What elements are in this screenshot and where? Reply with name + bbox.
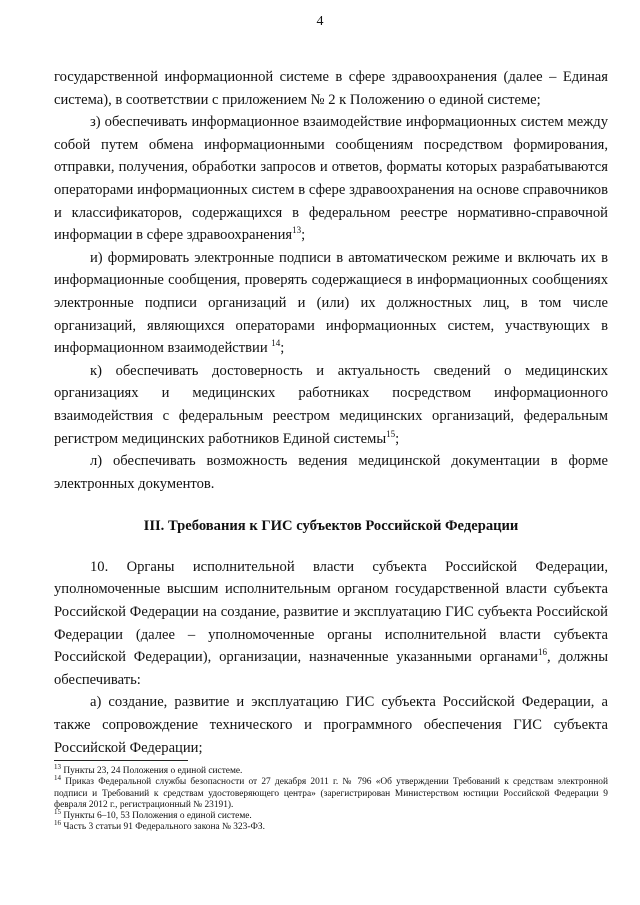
paragraph-continuation: государственной информационной системе в сфере здравоохранения (далее – Единая система), в соответствии с приложением № 2 к Положению о единой системе;	[54, 69, 608, 108]
footnote-ref-16[interactable]: 16	[537, 647, 547, 658]
body-text	[54, 66, 608, 759]
footnote-15: $^{15}$ Пункты 6–10, 53 Положения о единой системе.	[54, 808, 252, 822]
footnotes	[54, 762, 608, 834]
footnote-13: $^{13}$ Пункты 23, 24 Положения о единой системе.	[54, 762, 243, 776]
footnote-14: $^{14}$ Приказ Федеральной службы безопасности от 27 декабря 2011 г. № 796 «Об утверждении Требований к средствам электронной подписи и Требований к средствам удостоверяющего центра» (зарегистрирован Министерством юстиции Российской Федерации 9 февраля 2012 г., регистрационный № 23191).	[54, 774, 608, 810]
paragraph-l: л) обеспечивать возможность ведения медицинской документации в форме электронных документов.	[54, 453, 608, 492]
footnote-16: $^{16}$ Часть 3 статьи 91 Федерального закона № 323-ФЗ.	[54, 819, 265, 833]
footnote-ref-13[interactable]: 13	[292, 225, 302, 236]
paragraph-10: 10. Органы исполнительной власти субъекта Российской Федерации, уполномоченные высшим исполнительным органом государственной власти субъекта Российской Федерации на создание, развитие и эксплуатацию ГИС субъекта Российской Федерации (далее – уполномоченные органы исполнительной власти субъекта Российской Федерации), организации, назначенные указанными органами$^{16}$, должны обеспечивать:	[54, 558, 609, 688]
paragraph-i: и) формировать электронные подписи в автоматическом режиме и включать их в информационные сообщения, проверять содержащиеся в информационных сообщениях электронные подписи организаций и (или) их должностных лиц, в том числе организаций, являющихся операторами информационных систем, участвующих в информационном взаимодействии $^{14}$;	[54, 249, 608, 357]
footnote-divider	[54, 760, 188, 761]
footnote-ref-14[interactable]: 14	[271, 338, 281, 349]
paragraph-a: а) создание, развитие и эксплуатацию ГИС субъекта Российской Федерации, а также сопровождение технического и программного обеспечения ГИС субъекта Российской Федерации;	[54, 694, 608, 756]
paragraph-k: к) обеспечивать достоверность и актуальность сведений о медицинских организациях и медицинских работниках посредством информационного взаимодействия с федеральным реестром медицинских организаций, федеральным регистром медицинских работников Единой системы$^{15}$;	[54, 362, 608, 447]
page-number: 4	[316, 14, 324, 29]
footnote-ref-15[interactable]: 15	[386, 428, 396, 439]
section-heading: III. Требования к ГИС субъектов Российской Федерации	[143, 518, 519, 535]
paragraph-z: з) обеспечивать информационное взаимодействие информационных систем между собой путем обмена информационными сообщениям посредством формирования, отправки, получения, обработки запросов и ответов, форматы которых разрабатываются операторами информационных систем в сфере здравоохранения на основе справочников и классификаторов, содержащихся в федеральном реестре нормативно-справочной информации в сфере здравоохранения$^{13}$;	[54, 114, 608, 244]
